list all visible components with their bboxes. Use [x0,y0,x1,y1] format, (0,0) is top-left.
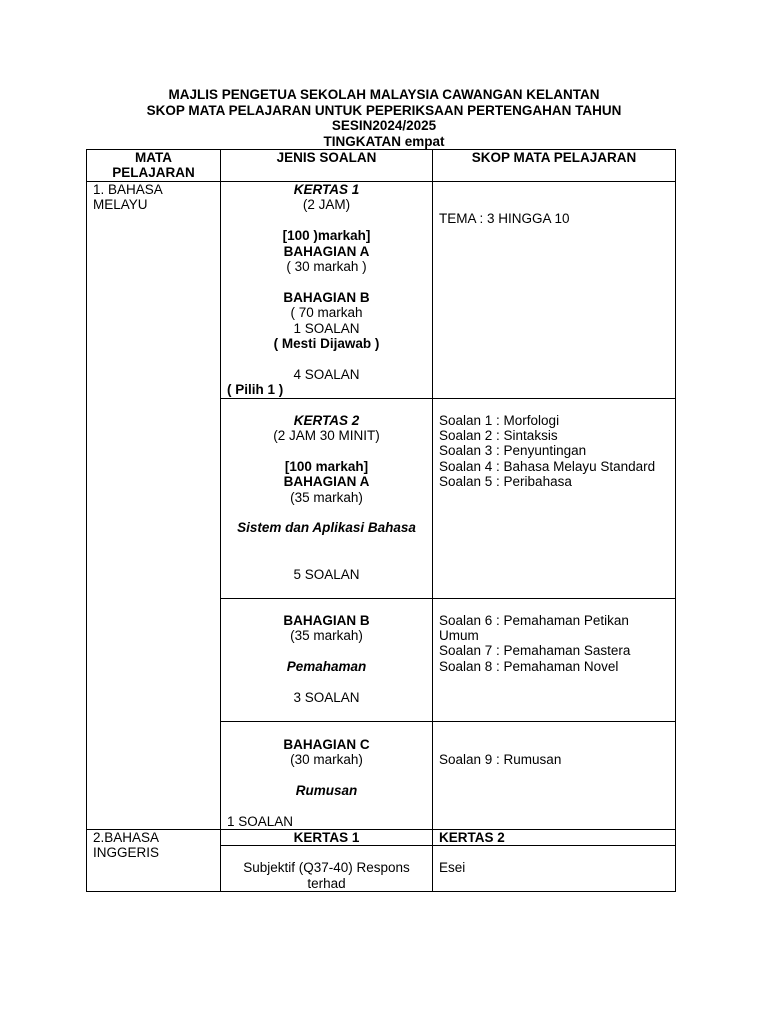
header-subject-line-1: MATA [135,150,172,165]
spacer [227,274,426,289]
bm-k2-section-a-marks: (35 markah) [290,489,363,505]
heading-line-1: MAJLIS PENGETUA SEKOLAH MALAYSIA CAWANGAN KELANTAN [168,87,600,102]
bm-k1-duration: (2 JAM) [302,197,351,213]
bm-k2-section-a-count: 5 SOALAN [293,566,360,582]
bm-k2-section-b-count: 3 SOALAN [293,689,360,705]
bm-subject-line-2: MELAYU [93,197,148,213]
spacer [227,351,426,366]
bm-k1-section-b-count: 1 SOALAN [293,320,360,336]
bm-k2-section-b-title: BAHAGIAN B [283,612,370,628]
scope-item: Soalan 8 : Pemahaman Novel [439,658,619,674]
heading-line-3: SESIN2024/2025 [331,118,437,133]
bm-k2-section-c-topic: Rumusan [295,782,358,798]
bm-kertas2-c-scope-cell [433,721,676,829]
bm-k2-section-b-topic: Pemahaman [286,658,367,674]
bm-k1-section-b-marks: ( 70 markah [290,305,363,321]
spacer [227,674,426,689]
bm-k2-duration: (2 JAM 30 MINIT) [273,428,380,444]
bm-k1-section-a-marks: ( 30 markah ) [286,259,367,275]
bm-kertas2-b-scope-cell [433,598,676,721]
spacer [227,551,426,566]
bi-paper1-desc-cell [221,846,433,892]
spacer [227,536,426,551]
spacer [227,767,426,782]
bm-k2-section-b-marks: (35 markah) [290,628,363,644]
bm-kertas1-scope-cell [433,182,676,399]
bm-k1-marks: [100 )markah] [282,228,371,244]
bm-subject-line-1: 1. BAHASA [93,182,163,197]
bm-kertas2-a-question-cell [221,398,433,598]
bi-paper1-desc-line-1: Subjektif (Q37-40) Respons [243,860,410,876]
spacer [227,505,426,520]
scope-item: Soalan 7 : Pemahaman Sastera [439,643,631,659]
scope-item: Soalan 2 : Sintaksis [439,428,558,444]
bm-k2-marks: [100 markah] [284,458,369,474]
bi-header-row [87,830,676,846]
spacer [227,643,426,658]
header-subject [87,150,221,182]
scope-item: Soalan 9 : Rumusan [439,751,562,767]
bi-paper2-desc: Esei [439,860,466,876]
spacer [439,182,669,197]
bi-subject-line-1: 2.BAHASA [93,830,160,846]
exam-scope-table [86,149,676,892]
bm-kertas1-question-cell [221,182,433,399]
bm-kertas2-a-scope-cell [433,398,676,598]
scope-item: Soalan 1 : Morfologi [439,412,560,428]
bm-kertas2-c-question-cell [221,721,433,829]
bm-k1-section-a-count: 4 SOALAN [293,366,360,382]
scope-item: Soalan 4 : Bahasa Melayu Standard [439,458,656,474]
scope-item: Soalan 3 : Penyuntingan [439,443,587,459]
bm-k2-section-c-count: 1 SOALAN [227,813,294,829]
spacer [227,443,426,458]
scope-item: Soalan 5 : Peribahasa [439,474,572,490]
header-subject-line-2: PELAJARAN [112,165,195,181]
bm-kertas2-b-question-cell [221,598,433,721]
bm-k2-title: KERTAS 2 [293,412,360,428]
bi-paper2-label: KERTAS 2 [433,830,676,846]
scope-item: Umum [439,628,479,644]
bm-k1-scope: TEMA : 3 HINGGA 10 [439,211,570,227]
document-heading [0,87,768,149]
bm-subject-cell [87,182,221,830]
bm-k1-section-b-note: ( Mesti Dijawab ) [273,336,380,352]
scope-item: Soalan 6 : Pemahaman Petikan [439,612,629,628]
bi-paper1-label: KERTAS 1 [221,830,433,846]
bm-kertas1-row [87,182,676,399]
header-question-type: JENIS SOALAN [221,150,433,182]
bm-k1-section-a-title: BAHAGIAN A [283,243,370,259]
spacer [227,213,426,228]
heading-line-4: TINGKATAN empat [323,133,445,149]
table-header-row [87,150,676,182]
bm-k2-section-c-title: BAHAGIAN C [283,736,370,752]
bi-paper2-desc-cell [433,846,676,892]
spacer [227,798,426,813]
bm-k2-section-a-title: BAHAGIAN A [283,474,370,490]
header-scope: SKOP MATA PELAJARAN [433,150,676,182]
bm-k1-section-b-title: BAHAGIAN B [283,289,370,305]
bm-k2-section-c-marks: (30 markah) [290,752,363,768]
bm-k2-section-a-topic: Sistem dan Aplikasi Bahasa [237,520,416,536]
bm-k1-title: KERTAS 1 [293,182,360,197]
heading-line-2: SKOP MATA PELAJARAN UNTUK PEPERIKSAAN PERTENGAHAN TAHUN [146,102,622,118]
bm-k1-section-a-note: ( Pilih 1 ) [227,382,284,398]
bi-subject-line-2: INGGERIS [93,845,160,861]
bi-subject-cell [87,830,221,892]
bi-paper1-desc-line-2: terhad [307,875,346,891]
